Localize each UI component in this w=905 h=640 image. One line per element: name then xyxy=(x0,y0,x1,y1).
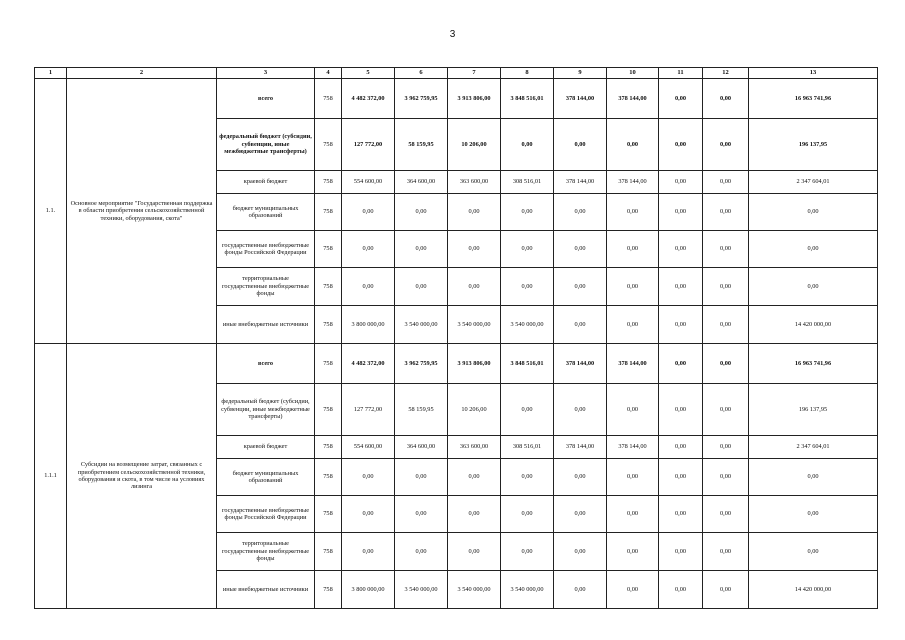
amount-cell: 10 206,00 xyxy=(448,384,501,436)
amount-cell: 58 159,95 xyxy=(395,119,448,171)
admin-code-cell: 758 xyxy=(315,231,342,268)
amount-cell: 0,00 xyxy=(659,171,703,194)
amount-cell: 0,00 xyxy=(342,268,395,306)
amount-cell: 0,00 xyxy=(659,268,703,306)
total-cell: 0,00 xyxy=(749,268,878,306)
amount-cell: 378 144,00 xyxy=(607,79,659,119)
amount-cell: 0,00 xyxy=(448,459,501,496)
funding-source: территориальные государственные внебюджетные фонды xyxy=(217,268,315,306)
amount-cell: 0,00 xyxy=(448,533,501,571)
amount-cell: 10 206,00 xyxy=(448,119,501,171)
funding-source: бюджет муниципальных образований xyxy=(217,194,315,231)
column-number: 1 xyxy=(35,68,67,79)
total-cell: 16 963 741,96 xyxy=(749,79,878,119)
total-cell: 0,00 xyxy=(749,533,878,571)
total-cell: 2 347 604,01 xyxy=(749,436,878,459)
amount-cell: 378 144,00 xyxy=(554,436,607,459)
amount-cell: 0,00 xyxy=(703,384,749,436)
amount-cell: 3 540 000,00 xyxy=(395,571,448,609)
admin-code-cell: 758 xyxy=(315,119,342,171)
admin-code-cell: 758 xyxy=(315,571,342,609)
amount-cell: 0,00 xyxy=(607,533,659,571)
total-cell: 196 137,95 xyxy=(749,384,878,436)
amount-cell: 0,00 xyxy=(501,231,554,268)
admin-code-cell: 758 xyxy=(315,268,342,306)
amount-cell: 0,00 xyxy=(554,384,607,436)
amount-cell: 0,00 xyxy=(607,306,659,344)
budget-table xyxy=(34,67,878,609)
amount-cell: 0,00 xyxy=(703,533,749,571)
item-name: Основное мероприятие "Государственная поддержка в области приобретения сельскохозяйственной техники, оборудования, скота" xyxy=(67,79,217,344)
amount-cell: 0,00 xyxy=(659,194,703,231)
funding-source: иные внебюджетные источники xyxy=(217,571,315,609)
amount-cell: 3 962 759,95 xyxy=(395,79,448,119)
total-cell: 2 347 604,01 xyxy=(749,171,878,194)
amount-cell: 0,00 xyxy=(554,306,607,344)
admin-code-cell: 758 xyxy=(315,171,342,194)
total-cell: 0,00 xyxy=(749,194,878,231)
amount-cell: 0,00 xyxy=(703,194,749,231)
admin-code-cell: 758 xyxy=(315,496,342,533)
amount-cell: 308 516,01 xyxy=(501,171,554,194)
total-cell: 0,00 xyxy=(749,496,878,533)
admin-code-cell: 758 xyxy=(315,194,342,231)
amount-cell: 127 772,00 xyxy=(342,384,395,436)
admin-code-cell: 758 xyxy=(315,436,342,459)
column-number: 8 xyxy=(501,68,554,79)
funding-source: краевой бюджет xyxy=(217,436,315,459)
amount-cell: 0,00 xyxy=(659,496,703,533)
admin-code-cell: 758 xyxy=(315,459,342,496)
column-number: 4 xyxy=(315,68,342,79)
amount-cell: 0,00 xyxy=(501,459,554,496)
total-cell: 0,00 xyxy=(749,231,878,268)
amount-cell: 554 600,00 xyxy=(342,171,395,194)
amount-cell: 3 800 000,00 xyxy=(342,571,395,609)
amount-cell: 0,00 xyxy=(607,194,659,231)
amount-cell: 3 540 000,00 xyxy=(501,306,554,344)
amount-cell: 0,00 xyxy=(501,533,554,571)
amount-cell: 0,00 xyxy=(448,231,501,268)
column-number: 13 xyxy=(749,68,878,79)
amount-cell: 378 144,00 xyxy=(554,171,607,194)
amount-cell: 0,00 xyxy=(395,533,448,571)
column-number: 11 xyxy=(659,68,703,79)
column-number: 9 xyxy=(554,68,607,79)
funding-source: всего xyxy=(217,79,315,119)
amount-cell: 0,00 xyxy=(703,79,749,119)
amount-cell: 3 913 806,00 xyxy=(448,79,501,119)
amount-cell: 0,00 xyxy=(607,459,659,496)
column-number: 2 xyxy=(67,68,217,79)
column-number: 12 xyxy=(703,68,749,79)
amount-cell: 0,00 xyxy=(501,194,554,231)
amount-cell: 0,00 xyxy=(703,344,749,384)
amount-cell: 0,00 xyxy=(703,306,749,344)
amount-cell: 0,00 xyxy=(703,171,749,194)
funding-source: бюджет муниципальных образований xyxy=(217,459,315,496)
column-number: 7 xyxy=(448,68,501,79)
amount-cell: 0,00 xyxy=(607,384,659,436)
amount-cell: 0,00 xyxy=(659,119,703,171)
admin-code-cell: 758 xyxy=(315,384,342,436)
amount-cell: 0,00 xyxy=(607,496,659,533)
amount-cell: 0,00 xyxy=(395,459,448,496)
admin-code-cell: 758 xyxy=(315,344,342,384)
amount-cell: 378 144,00 xyxy=(554,344,607,384)
amount-cell: 0,00 xyxy=(501,384,554,436)
item-code: 1.1.1 xyxy=(35,344,67,609)
amount-cell: 0,00 xyxy=(501,268,554,306)
amount-cell: 0,00 xyxy=(703,459,749,496)
amount-cell: 0,00 xyxy=(554,119,607,171)
amount-cell: 0,00 xyxy=(659,79,703,119)
total-cell: 0,00 xyxy=(749,459,878,496)
amount-cell: 0,00 xyxy=(659,344,703,384)
amount-cell: 3 540 000,00 xyxy=(501,571,554,609)
funding-source: иные внебюджетные источники xyxy=(217,306,315,344)
admin-code-cell: 758 xyxy=(315,306,342,344)
amount-cell: 0,00 xyxy=(703,571,749,609)
amount-cell: 0,00 xyxy=(659,436,703,459)
funding-source: краевой бюджет xyxy=(217,171,315,194)
amount-cell: 0,00 xyxy=(703,231,749,268)
amount-cell: 0,00 xyxy=(395,496,448,533)
amount-cell: 378 144,00 xyxy=(554,79,607,119)
column-number: 5 xyxy=(342,68,395,79)
amount-cell: 0,00 xyxy=(342,533,395,571)
amount-cell: 363 600,00 xyxy=(448,436,501,459)
amount-cell: 0,00 xyxy=(703,496,749,533)
total-cell: 14 420 000,00 xyxy=(749,571,878,609)
column-number: 10 xyxy=(607,68,659,79)
amount-cell: 0,00 xyxy=(703,119,749,171)
funding-source: территориальные государственные внебюджетные фонды xyxy=(217,533,315,571)
amount-cell: 308 516,01 xyxy=(501,436,554,459)
amount-cell: 58 159,95 xyxy=(395,384,448,436)
amount-cell: 0,00 xyxy=(659,459,703,496)
funding-source: федеральный бюджет (субсидии, субвенции, иные межбюджетные трансферты) xyxy=(217,384,315,436)
amount-cell: 378 144,00 xyxy=(607,171,659,194)
amount-cell: 0,00 xyxy=(607,119,659,171)
amount-cell: 364 600,00 xyxy=(395,436,448,459)
amount-cell: 0,00 xyxy=(659,571,703,609)
amount-cell: 0,00 xyxy=(554,459,607,496)
amount-cell: 0,00 xyxy=(448,496,501,533)
amount-cell: 0,00 xyxy=(554,496,607,533)
amount-cell: 0,00 xyxy=(607,268,659,306)
amount-cell: 0,00 xyxy=(607,571,659,609)
amount-cell: 363 600,00 xyxy=(448,171,501,194)
amount-cell: 4 482 372,00 xyxy=(342,344,395,384)
admin-code-cell: 758 xyxy=(315,79,342,119)
amount-cell: 3 540 000,00 xyxy=(395,306,448,344)
amount-cell: 0,00 xyxy=(342,459,395,496)
amount-cell: 0,00 xyxy=(703,436,749,459)
amount-cell: 3 848 516,01 xyxy=(501,79,554,119)
amount-cell: 4 482 372,00 xyxy=(342,79,395,119)
funding-source: всего xyxy=(217,344,315,384)
admin-code-cell: 758 xyxy=(315,533,342,571)
amount-cell: 0,00 xyxy=(395,231,448,268)
column-number: 3 xyxy=(217,68,315,79)
amount-cell: 0,00 xyxy=(342,194,395,231)
table-row xyxy=(35,344,878,384)
amount-cell: 0,00 xyxy=(659,231,703,268)
amount-cell: 0,00 xyxy=(395,268,448,306)
column-number-row xyxy=(35,68,878,79)
amount-cell: 0,00 xyxy=(554,571,607,609)
amount-cell: 0,00 xyxy=(554,194,607,231)
amount-cell: 0,00 xyxy=(501,119,554,171)
total-cell: 196 137,95 xyxy=(749,119,878,171)
amount-cell: 554 600,00 xyxy=(342,436,395,459)
amount-cell: 3 540 000,00 xyxy=(448,571,501,609)
amount-cell: 0,00 xyxy=(659,306,703,344)
item-code: 1.1. xyxy=(35,79,67,344)
amount-cell: 378 144,00 xyxy=(607,344,659,384)
amount-cell: 0,00 xyxy=(342,496,395,533)
amount-cell: 3 913 806,00 xyxy=(448,344,501,384)
amount-cell: 0,00 xyxy=(448,194,501,231)
amount-cell: 378 144,00 xyxy=(607,436,659,459)
page-number: 3 xyxy=(449,29,456,40)
amount-cell: 0,00 xyxy=(554,268,607,306)
amount-cell: 0,00 xyxy=(659,384,703,436)
amount-cell: 0,00 xyxy=(554,533,607,571)
amount-cell: 127 772,00 xyxy=(342,119,395,171)
amount-cell: 0,00 xyxy=(395,194,448,231)
amount-cell: 3 540 000,00 xyxy=(448,306,501,344)
funding-source: государственные внебюджетные фонды Российской Федерации xyxy=(217,231,315,268)
amount-cell: 364 600,00 xyxy=(395,171,448,194)
funding-source: федеральный бюджет (субсидии, субвенции, иные межбюджетные трансферты) xyxy=(217,119,315,171)
amount-cell: 3 962 759,95 xyxy=(395,344,448,384)
total-cell: 14 420 000,00 xyxy=(749,306,878,344)
funding-source: государственные внебюджетные фонды Российской Федерации xyxy=(217,496,315,533)
amount-cell: 3 800 000,00 xyxy=(342,306,395,344)
amount-cell: 0,00 xyxy=(607,231,659,268)
amount-cell: 0,00 xyxy=(501,496,554,533)
amount-cell: 3 848 516,01 xyxy=(501,344,554,384)
amount-cell: 0,00 xyxy=(659,533,703,571)
amount-cell: 0,00 xyxy=(703,268,749,306)
column-number: 6 xyxy=(395,68,448,79)
amount-cell: 0,00 xyxy=(448,268,501,306)
total-cell: 16 963 741,96 xyxy=(749,344,878,384)
table-row xyxy=(35,79,878,119)
item-name: Субсидии на возмещение затрат, связанных с приобретением сельскохозяйственной техники, оборудования и скота, в том числе на условиях лизинга xyxy=(67,344,217,609)
amount-cell: 0,00 xyxy=(342,231,395,268)
amount-cell: 0,00 xyxy=(554,231,607,268)
